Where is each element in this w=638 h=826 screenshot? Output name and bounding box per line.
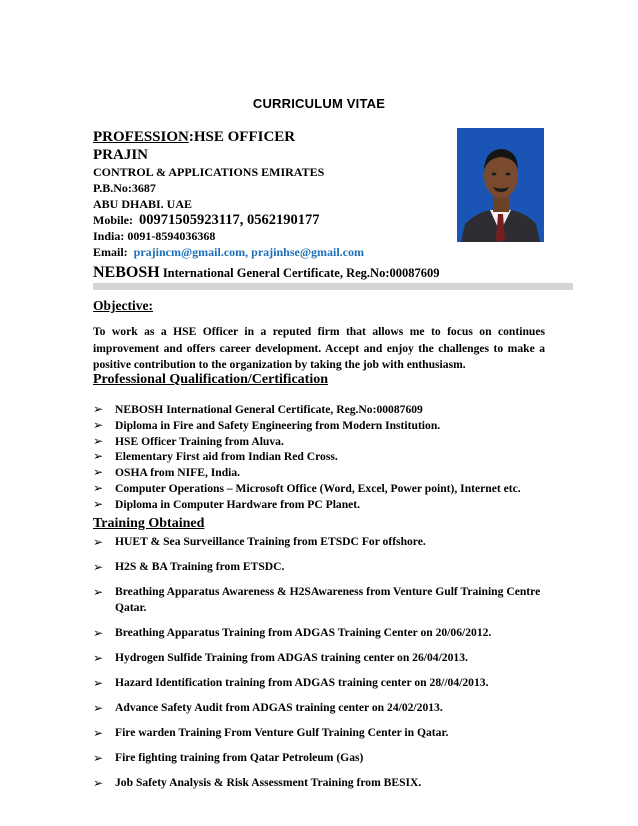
india-phone: India: 0091-8594036368 <box>93 229 216 243</box>
profession-value: :HSE OFFICER <box>188 129 296 145</box>
nebosh-details: International General Certificate, Reg.No:00087609 <box>159 266 440 280</box>
arrow-bullet-icon: ➢ <box>93 535 104 549</box>
email-line <box>93 244 453 260</box>
arrow-bullet-icon: ➢ <box>93 496 104 511</box>
mobile-label: Mobile: <box>93 213 133 227</box>
city: ABU DHABI. UAE <box>93 197 193 211</box>
list-item: ➢ Breathing Apparatus Training from ADGAS Training Center on 20/06/2012. <box>93 626 492 640</box>
arrow-bullet-icon: ➢ <box>93 465 104 480</box>
arrow-bullet-icon: ➢ <box>93 751 104 765</box>
list-item: ➢ Elementary First aid from Indian Red Cross. <box>93 449 338 464</box>
list-item: ➢ Fire warden Training From Venture Gulf Training Center in Qatar. <box>93 726 449 740</box>
mobile-line <box>93 212 453 228</box>
arrow-bullet-icon: ➢ <box>93 676 104 690</box>
list-item: ➢ OSHA from NIFE, India. <box>93 465 241 480</box>
nebosh-title: NEBOSH <box>93 264 160 281</box>
list-item: ➢ HSE Officer Training from Aluva. <box>93 433 284 448</box>
arrow-bullet-icon: ➢ <box>93 449 104 464</box>
arrow-bullet-icon: ➢ <box>93 585 104 599</box>
training-list <box>93 534 553 795</box>
contact-header <box>93 128 453 260</box>
arrow-bullet-icon: ➢ <box>93 651 104 665</box>
training-heading: Training Obtained <box>93 516 205 531</box>
arrow-bullet-icon: ➢ <box>93 726 104 740</box>
email-value: prajincm@gmail.com, prajinhse@gmail.com <box>133 245 364 259</box>
list-item: ➢ Job Safety Analysis & Risk Assessment Training from BESIX. <box>93 776 422 790</box>
arrow-bullet-icon: ➢ <box>93 626 104 640</box>
list-item: ➢ HUET & Sea Surveillance Training from ETSDC For offshore. <box>93 535 426 549</box>
list-item: ➢ Diploma in Fire and Safety Engineering from Modern Institution. <box>93 417 441 432</box>
mobile-numbers: 00971505923117, 0562190177 <box>139 212 320 228</box>
profile-photo <box>457 128 544 242</box>
nebosh-certificate-line <box>93 264 440 282</box>
list-item: ➢ Hazard Identification training from ADGAS training center on 28//04/2013. <box>93 676 489 690</box>
arrow-bullet-icon: ➢ <box>93 560 104 574</box>
arrow-bullet-icon: ➢ <box>93 402 104 416</box>
arrow-bullet-icon: ➢ <box>93 417 104 432</box>
arrow-bullet-icon: ➢ <box>93 776 104 790</box>
profile-photo-image <box>457 128 544 242</box>
arrow-bullet-icon: ➢ <box>93 701 104 715</box>
qualification-heading: Professional Qualification/Certification <box>93 372 328 387</box>
qualification-list <box>93 402 545 513</box>
list-item: ➢ Computer Operations – Microsoft Office (Word, Excel, Power point), Internet etc. <box>93 480 521 495</box>
document-title: CURRICULUM VITAE <box>252 96 386 111</box>
company-name: CONTROL & APPLICATIONS EMIRATES <box>93 165 325 179</box>
list-item: ➢ Fire fighting training from Qatar Petroleum (Gas) <box>93 751 364 765</box>
arrow-bullet-icon: ➢ <box>93 433 104 448</box>
list-item: ➢ Diploma in Computer Hardware from PC Planet. <box>93 496 361 511</box>
profession-label: PROFESSION <box>93 129 189 145</box>
candidate-name: PRAJIN <box>93 147 148 163</box>
list-item: ➢ H2S & BA Training from ETSDC. <box>93 560 285 574</box>
profession-line <box>93 128 453 146</box>
objective-text: To work as a HSE Officer in a reputed firm that allows me to focus on continues improvement and offers career development. Accept and enjoy the challenges to make a positive contribution to the organization by taking the job with enthusiasm. <box>93 325 545 371</box>
section-divider <box>93 283 573 290</box>
list-item: ➢ Breathing Apparatus Awareness & H2SAwareness from Venture Gulf Training Centre Qatar. <box>93 585 541 614</box>
list-item: ➢ Hydrogen Sulfide Training from ADGAS training center on 26/04/2013. <box>93 651 468 665</box>
list-item: ➢ NEBOSH International General Certificate, Reg.No:00087609 <box>93 402 423 416</box>
objective-heading: Objective: <box>93 298 153 313</box>
arrow-bullet-icon: ➢ <box>93 480 104 495</box>
email-label: Email: <box>93 245 128 259</box>
po-box: P.B.No:3687 <box>93 181 156 195</box>
list-item: ➢ Advance Safety Audit from ADGAS training center on 24/02/2013. <box>93 701 443 715</box>
